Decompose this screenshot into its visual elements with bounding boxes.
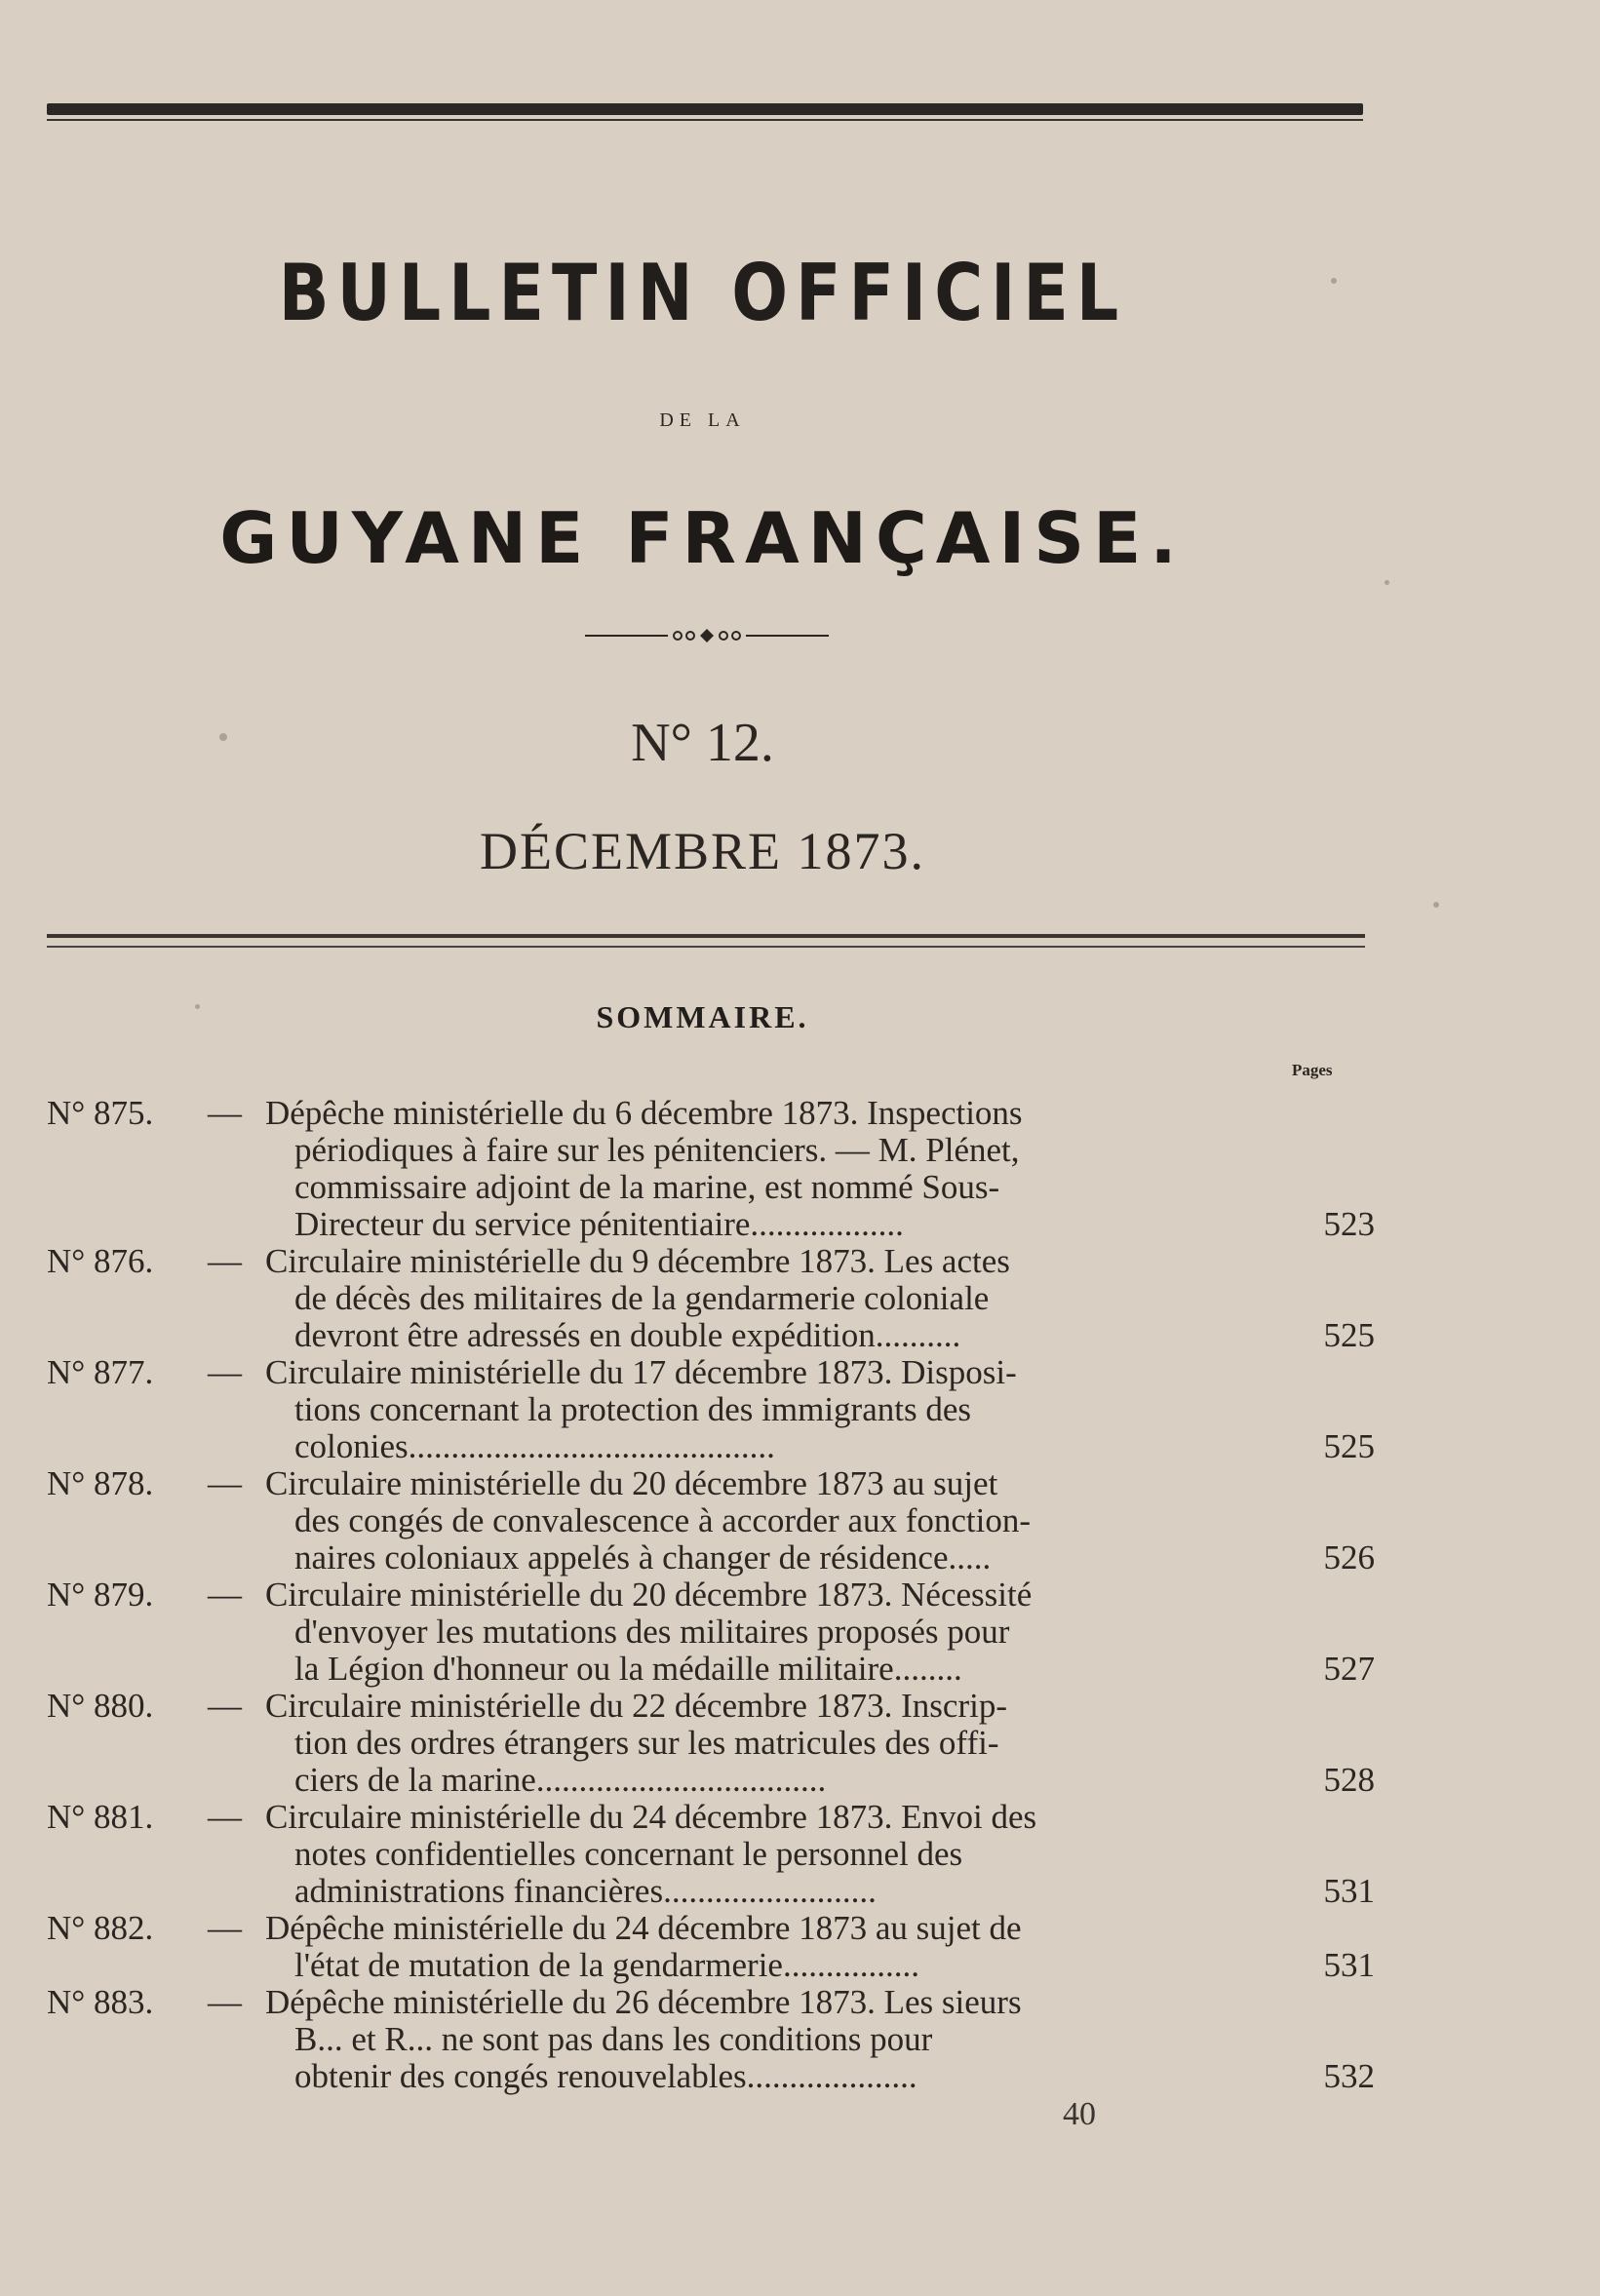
entry-dash: — — [208, 1576, 242, 1614]
ornament-divider-icon — [585, 626, 829, 645]
entry-description — [265, 1688, 1289, 1799]
entry-page-number: 531 — [1323, 1872, 1375, 1910]
entry-page-number: 528 — [1323, 1761, 1375, 1799]
paper-speck — [195, 1004, 200, 1009]
entry-description-line: naires coloniaux appelés à changer de résidence..... — [294, 1539, 992, 1576]
paper-speck — [219, 733, 227, 741]
entry-description-line: commissaire adjoint de la marine, est nommé Sous- — [294, 1169, 1000, 1206]
entry-number: N° 882. — [47, 1909, 154, 1947]
entry-description-line: Circulaire ministérielle du 24 décembre 1873. Envoi des — [265, 1799, 1037, 1836]
entry-description-line: Dépêche ministérielle du 26 décembre 1873. Les sieurs — [265, 1984, 1022, 2021]
entry-dash: — — [208, 1798, 242, 1836]
entry-dash: — — [208, 1909, 242, 1947]
top-rule-thin — [47, 119, 1363, 121]
entry-description-line: administrations financières......................... — [294, 1873, 877, 1910]
entry-page-number: 526 — [1323, 1538, 1375, 1576]
entry-description — [265, 1465, 1289, 1576]
middle-rule-thin — [47, 946, 1365, 948]
paper-speck — [1385, 580, 1389, 585]
entry-description-line: colonies........................................... — [294, 1428, 775, 1465]
entry-page-number: 525 — [1323, 1427, 1375, 1465]
middle-rule — [47, 934, 1365, 938]
entry-description-line: Circulaire ministérielle du 17 décembre 1873. Disposi- — [265, 1354, 1017, 1391]
entry-description-line: de décès des militaires de la gendarmerie coloniale — [294, 1280, 990, 1317]
entry-description-line: tion des ordres étrangers sur les matricules des offi- — [294, 1725, 999, 1762]
entry-description-line: obtenir des congés renouvelables.................... — [294, 2058, 917, 2095]
pages-column-label: Pages — [1292, 1061, 1333, 1079]
entry-description — [265, 1354, 1289, 1465]
entry-description-line: tions concernant la protection des immigrants des — [294, 1391, 971, 1428]
entry-description-line: notes confidentielles concernant le personnel des — [294, 1836, 963, 1873]
entry-page-number: 523 — [1323, 1205, 1375, 1243]
entry-number: N° 883. — [47, 1983, 154, 2021]
entry-description-line: d'envoyer les mutations des militaires proposés pour — [294, 1614, 1010, 1651]
issue-number: N° 12. — [631, 713, 774, 773]
entry-description — [265, 1576, 1289, 1688]
entry-page-number: 532 — [1323, 2057, 1375, 2095]
entry-description-line: Circulaire ministérielle du 20 décembre 1873. Nécessité — [265, 1576, 1033, 1614]
entry-description-line: l'état de mutation de la gendarmerie................ — [294, 1947, 919, 1984]
entry-dash: — — [208, 1687, 242, 1725]
entry-dash: — — [208, 1094, 242, 1132]
entry-number: N° 880. — [47, 1687, 154, 1725]
entry-description-line: des congés de convalescence à accorder aux fonction- — [294, 1502, 1032, 1539]
entry-description-line: la Légion d'honneur ou la médaille militaire........ — [294, 1651, 962, 1688]
paper-speck — [1433, 902, 1439, 908]
entry-number: N° 877. — [47, 1353, 154, 1391]
entry-dash: — — [208, 1353, 242, 1391]
top-rule — [47, 103, 1363, 115]
entry-description-line: périodiques à faire sur les pénitenciers. — M. Plénet, — [294, 1132, 1020, 1169]
entry-description — [265, 1095, 1289, 1243]
entry-description-line: Dépêche ministérielle du 24 décembre 1873 au sujet de — [265, 1910, 1022, 1947]
entry-description-line: Circulaire ministérielle du 20 décembre 1873 au sujet — [265, 1465, 998, 1502]
entry-description-line: ciers de la marine.................................. — [294, 1762, 827, 1799]
title-guyane-francaise: GUYANE FRANÇAISE. — [219, 497, 1186, 579]
entry-description-line: devront être adressés en double expédition.......... — [294, 1317, 961, 1354]
title-connector: DE LA — [659, 409, 746, 431]
entry-description — [265, 1243, 1289, 1354]
page-folio: 40 — [1063, 2096, 1096, 2132]
entry-page-number: 527 — [1323, 1650, 1375, 1688]
entry-page-number: 525 — [1323, 1316, 1375, 1354]
entry-number: N° 875. — [47, 1094, 154, 1132]
entry-page-number: 531 — [1323, 1946, 1375, 1984]
entry-description — [265, 1984, 1289, 2095]
issue-date: DÉCEMBRE 1873. — [479, 822, 926, 880]
entry-number: N° 879. — [47, 1576, 154, 1614]
paper-speck — [1331, 278, 1337, 284]
entry-number: N° 881. — [47, 1798, 154, 1836]
entry-number: N° 878. — [47, 1464, 154, 1502]
entry-dash: — — [208, 1464, 242, 1502]
entry-description-line: Dépêche ministérielle du 6 décembre 1873. Inspections — [265, 1095, 1023, 1132]
entry-description-line: B... et R... ne sont pas dans les conditions pour — [294, 2021, 933, 2058]
sommaire-title: SOMMAIRE. — [596, 999, 809, 1034]
entry-description-line: Circulaire ministérielle du 22 décembre 1873. Inscrip- — [265, 1688, 1007, 1725]
entry-dash: — — [208, 1242, 242, 1280]
entry-description-line: Directeur du service pénitentiaire.................. — [294, 1206, 904, 1243]
entry-number: N° 876. — [47, 1242, 154, 1280]
title-bulletin-officiel: BULLETIN OFFICIEL — [278, 248, 1127, 340]
entry-dash: — — [208, 1983, 242, 2021]
entry-description — [265, 1799, 1289, 1910]
entry-description-line: Circulaire ministérielle du 9 décembre 1873. Les actes — [265, 1243, 1010, 1280]
entry-description — [265, 1910, 1289, 1984]
